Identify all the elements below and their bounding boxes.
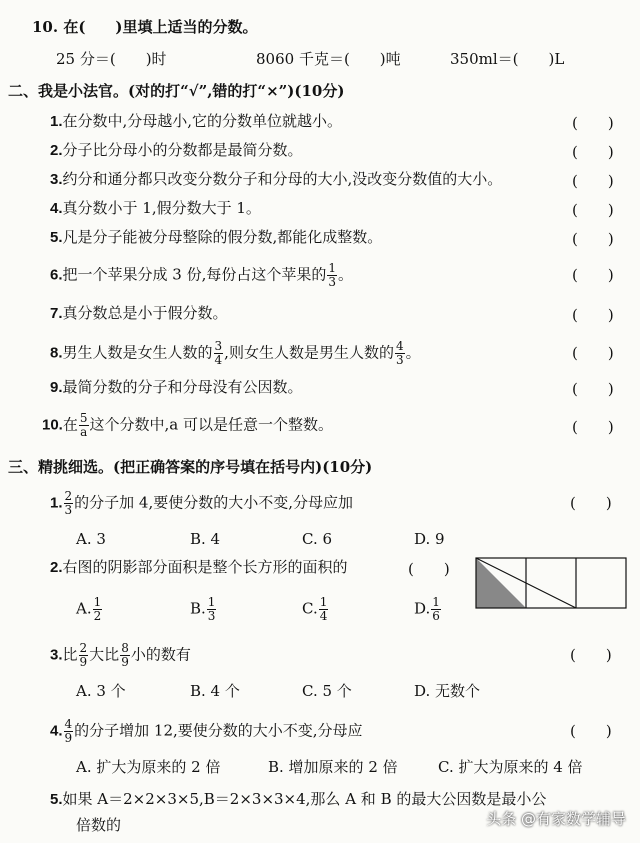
s3-q1-option-c[interactable]: C. 6 [302,530,333,548]
s2-answer-3[interactable]: ( ) [572,172,614,190]
s2-answer-5[interactable]: ( ) [572,230,614,248]
q10-title: 10. 在( )里填上适当的分数。 [32,18,258,36]
fraction: $\frac{3}{4}$ [214,339,223,367]
s3-q3-option-c[interactable]: C. 5 个 [302,682,352,700]
s3-q2: 2.右图的阴影部分面积是整个长方形的面积的 [50,558,348,576]
s3-answer-3[interactable]: ( ) [570,646,612,664]
s3-q4-option-a[interactable]: A. 扩大为原来的 2 倍 [76,758,221,776]
s3-q3-option-a[interactable]: A. 3 个 [76,682,126,700]
s2-item-6: 6.把一个苹果分成 3 份,每份占这个苹果的 $\frac{1}{3}$ 。 [50,261,354,289]
s2-answer-1[interactable]: ( ) [572,114,614,132]
fraction: $\frac{4}{9}$ [64,717,73,745]
s2-answer-6[interactable]: ( ) [572,266,614,284]
s3-q3-option-d[interactable]: D. 无数个 [414,682,481,700]
s3-answer-4[interactable]: ( ) [570,722,612,740]
section3-title: 三、精挑细选。(把正确答案的序号填在括号内)(10分) [8,458,373,476]
watermark: 头条 @有家数学辅导 [486,810,626,828]
s3-q1-option-a[interactable]: A. 3 [76,530,106,548]
q10-blank-2[interactable]: 8060 千克＝( )吨 [256,50,401,68]
fraction: $\frac{8}{9}$ [121,641,129,669]
s3-q4-option-c[interactable]: C. 扩大为原来的 4 倍 [438,758,583,776]
s2-answer-7[interactable]: ( ) [572,306,614,324]
fraction: $\frac{1}{2}$ [93,595,102,623]
q10-blank-1[interactable]: 25 分＝( )时 [56,50,167,68]
s3-answer-2[interactable]: ( ) [408,560,450,578]
s2-item-7: 7.真分数总是小于假分数。 [50,304,228,322]
s2-item-3: 3.约分和通分都只改变分数分子和分母的大小,没改变分数值的大小。 [50,170,503,188]
s3-answer-1[interactable]: ( ) [570,494,612,512]
s2-item-9: 9.最简分数的分子和分母没有公因数。 [50,378,303,396]
s3-q4-option-b[interactable]: B. 增加原来的 2 倍 [268,758,398,776]
s3-q1: 1. $\frac{2}{3}$ 的分子加 4,要使分数的大小不变,分母应加 [50,489,354,517]
s3-q2-option-a[interactable]: A. $\frac{1}{2}$ [76,595,102,623]
s3-q1-option-d[interactable]: D. 9 [414,530,445,548]
q10-blank-3[interactable]: 350ml＝( )L [450,50,565,68]
section2-title: 二、我是小法官。(对的打“√”,错的打“×”)(10分) [8,82,345,100]
fraction: $\frac{2}{9}$ [79,641,88,669]
s3-q2-option-c[interactable]: C. $\frac{1}{4}$ [302,595,328,623]
s2-answer-2[interactable]: ( ) [572,143,614,161]
s3-q1-option-b[interactable]: B. 4 [190,530,221,548]
fraction: $\frac{5}{a}$ [79,411,88,439]
s3-q2-option-d[interactable]: D. $\frac{1}{6}$ [414,595,440,623]
fraction: $\frac{1}{3}$ [328,261,337,289]
s3-q5-line2: 倍数的 [76,816,122,834]
s2-item-10: 10.在 $\frac{5}{a}$ 这个分数中,a 可以是任意一个整数。 [42,411,333,439]
rectangle-figure [474,556,628,610]
s2-item-4: 4.真分数小于 1,假分数大于 1。 [50,199,261,217]
s3-q2-option-b[interactable]: B. $\frac{1}{3}$ [190,595,216,623]
s3-q4: 4. $\frac{4}{9}$ 的分子增加 12,要使分数的大小不变,分母应 [50,717,363,745]
s2-answer-10[interactable]: ( ) [572,418,614,436]
fraction: $\frac{2}{3}$ [64,489,73,517]
s2-answer-8[interactable]: ( ) [572,344,614,362]
s2-item-8: 8.男生人数是女生人数的 $\frac{3}{4}$ ,则女生人数是男生人数的 $\frac{4}{3}$ 。 [50,339,421,367]
shaded-triangle [476,558,526,608]
fraction: $\frac{1}{6}$ [432,595,440,623]
s3-q5-line1: 5.如果 A＝2×2×3×5,B＝2×3×3×4,那么 A 和 B 的最大公因数是最小公 [50,790,547,808]
s3-q3-option-b[interactable]: B. 4 个 [190,682,240,700]
s3-q3: 3.比 $\frac{2}{9}$ 大比 $\frac{8}{9}$ 小的数有 [50,641,191,669]
s2-answer-9[interactable]: ( ) [572,380,614,398]
fraction: $\frac{1}{3}$ [207,595,216,623]
s2-item-1: 1.在分数中,分母越小,它的分数单位就越小。 [50,112,343,130]
fraction: $\frac{4}{3}$ [395,339,404,367]
s2-item-5: 5.凡是分子能被分母整除的假分数,都能化成整数。 [50,228,383,246]
fraction: $\frac{1}{4}$ [319,595,328,623]
s2-item-2: 2.分子比分母小的分数都是最简分数。 [50,141,303,159]
s2-answer-4[interactable]: ( ) [572,201,614,219]
